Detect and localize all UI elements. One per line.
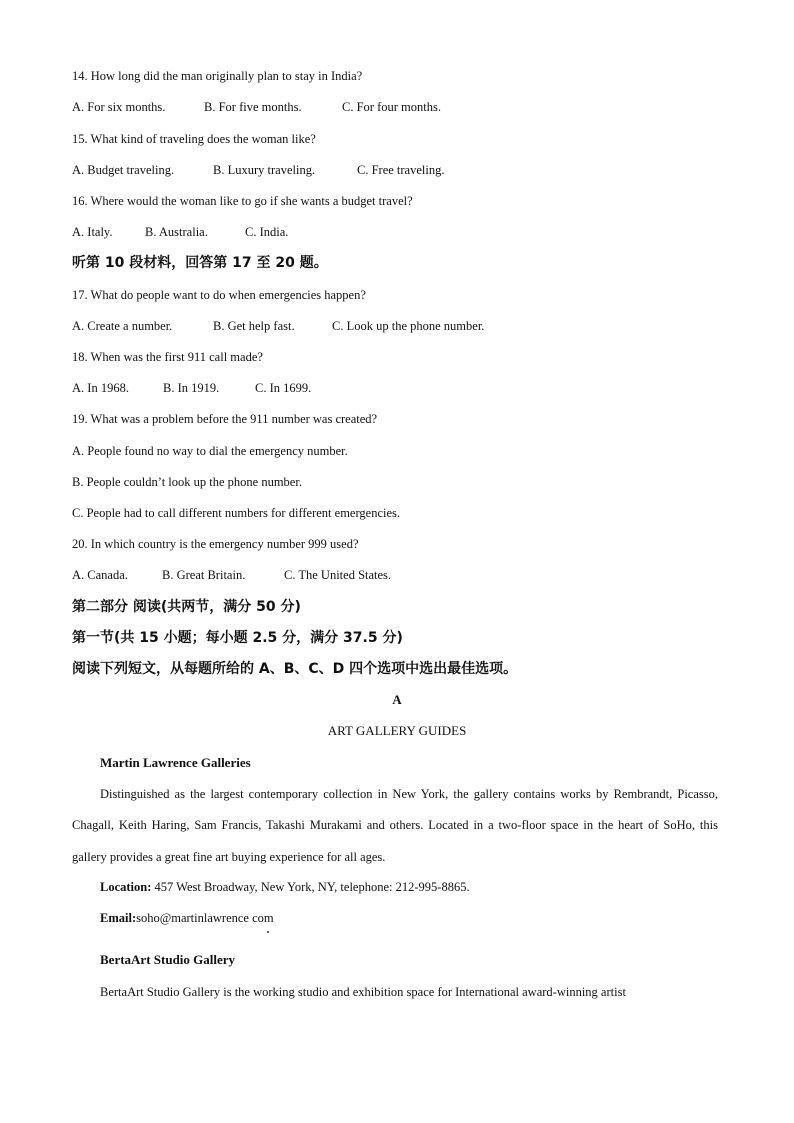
question-15-options	[72, 162, 672, 178]
option-a: A. Canada.	[72, 568, 128, 582]
question-14-stem: 14. How long did the man originally plan to stay in India?	[72, 69, 363, 83]
question-16-options	[72, 224, 672, 240]
option-c: C. For four months.	[342, 100, 441, 114]
option-b: B. Australia.	[145, 225, 208, 239]
option-b: B. People couldn’t look up the phone number.	[72, 475, 302, 489]
option-a: A. In 1968.	[72, 381, 129, 395]
question-19-stem: 19. What was a problem before the 911 number was created?	[72, 412, 378, 426]
section-1-title: 第一节(共 15 小题；每小题 2.5 分，满分 37.5 分)	[72, 630, 403, 646]
option-c: C. Look up the phone number.	[332, 319, 485, 333]
question-18-options	[72, 380, 672, 396]
option-a: A. Italy.	[72, 225, 113, 239]
question-20-stem: 20. In which country is the emergency number 999 used?	[72, 537, 359, 551]
location-value: 457 West Broadway, New York, NY, telephone: 212-995-8865.	[151, 880, 470, 894]
option-b: B. Great Britain.	[162, 568, 246, 582]
question-16-stem: 16. Where would the woman like to go if she wants a budget travel?	[72, 194, 413, 208]
option-c: C. In 1699.	[255, 381, 312, 395]
option-a: A. Budget traveling.	[72, 163, 175, 177]
passage-letter: A	[392, 692, 402, 707]
option-c: C. The United States.	[284, 568, 392, 582]
gallery-1-location	[100, 879, 470, 895]
option-b: B. In 1919.	[163, 381, 220, 395]
reading-instruction: 阅读下列短文，从每题所给的 A、B、C、D 四个选项中选出最佳选项。	[72, 661, 518, 677]
section-10-header: 听第 10 段材料，回答第 17 至 20 题。	[72, 255, 328, 271]
gallery-2-description: BertaArt Studio Gallery is the working studio and exhibition space for International award-winning artist	[100, 985, 626, 999]
gallery-1-name: Martin Lawrence Galleries	[100, 755, 251, 770]
option-a: A. For six months.	[72, 100, 166, 114]
location-label: Location:	[100, 880, 152, 894]
email-value: soho@martinlawrence com	[136, 911, 274, 925]
question-17-stem: 17. What do people want to do when emergencies happen?	[72, 288, 366, 302]
option-b: B. Get help fast.	[213, 319, 295, 333]
question-18-stem: 18. When was the first 911 call made?	[72, 350, 263, 364]
option-c: C. Free traveling.	[357, 163, 445, 177]
option-b: B. For five months.	[204, 100, 302, 114]
passage-title: ART GALLERY GUIDES	[327, 723, 467, 738]
question-14-options	[72, 99, 672, 115]
email-label: Email:	[100, 911, 137, 925]
question-15-stem: 15. What kind of traveling does the woman like?	[72, 132, 316, 146]
part-2-title: 第二部分 阅读(共两节，满分 50 分)	[72, 599, 301, 615]
option-b: B. Luxury traveling.	[213, 163, 316, 177]
gallery-1-description: Distinguished as the largest contemporary collection in New York, the gallery contains works by Rembrandt, Picasso, Chagall, Keith Haring, Sam Francis, Takashi Murakami and others. Located in a two-floor space in the heart of SoHo, this gallery provides a great fine art buying experience for all ages.	[72, 787, 718, 864]
option-c: C. People had to call different numbers for different emergencies.	[72, 506, 401, 520]
gallery-1-email	[100, 910, 274, 926]
question-17-options	[72, 318, 672, 334]
option-a: A. Create a number.	[72, 319, 173, 333]
stray-dot	[267, 931, 269, 933]
option-c: C. India.	[245, 225, 289, 239]
option-a: A. People found no way to dial the emergency number.	[72, 444, 348, 458]
question-20-options	[72, 567, 672, 583]
gallery-2-name: BertaArt Studio Gallery	[100, 952, 236, 967]
